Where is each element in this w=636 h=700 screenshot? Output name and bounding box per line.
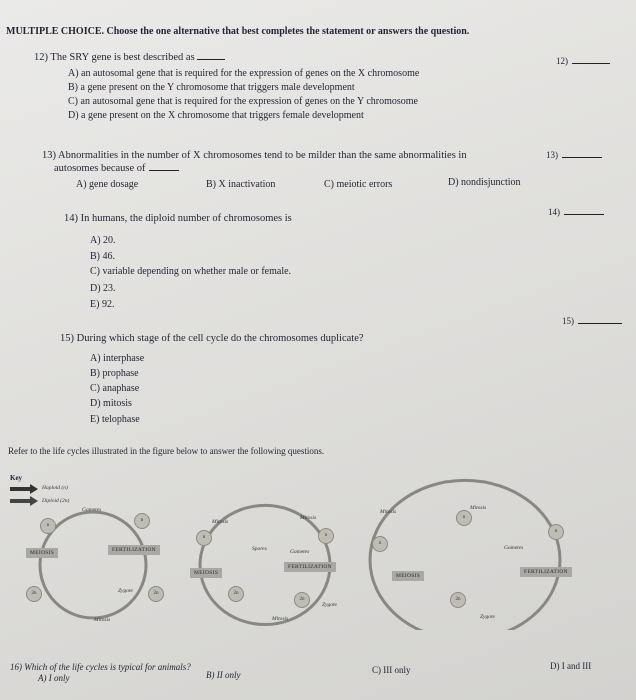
c3-n-cell-left: n [372,536,388,552]
question-14-stem: 14) In humans, the diploid number of chromosomes is [64,213,292,224]
key-haploid-label: Haploid (n) [42,485,68,491]
option-15e[interactable]: E) telophase [90,414,140,425]
c3-meiosis: MEIOSIS [392,571,424,581]
answer-blank-13[interactable]: 13) [546,150,602,160]
c2-mitosis-left: Mitosis [212,519,229,525]
question-12-stem: 12) The SRY gene is best described as [34,52,225,63]
c2-gametes: Gametes [290,549,310,555]
c1-n-cell-right: n [134,513,150,529]
c1-2n-cell-right: 2n [148,586,164,602]
option-14c[interactable]: C) variable depending on whether male or female. [90,266,292,277]
question-15-stem: 15) During which stage of the cell cycle do the chromosomes duplicate? [60,333,364,344]
option-15c[interactable]: C) anaphase [90,383,140,394]
c3-mitosis-right: Mitosis [470,505,487,511]
option-13a[interactable]: A) gene dosage [76,179,139,190]
question-13-stem: 13) Abnormalities in the number of X chromosomes tend to be milder than the same abnormalities in [42,150,467,161]
answer-blank-15[interactable]: 15) [562,316,622,326]
question-16-stem: 16) Which of the life cycles is typical for animals? [10,662,191,672]
option-14e[interactable]: E) 92. [90,299,115,310]
option-12d[interactable]: D) a gene present on the X chromosome that triggers female development [68,110,364,121]
c2-fertilization: FERTILIZATION [284,562,336,572]
option-15a[interactable]: A) interphase [90,353,145,364]
c3-mitosis-left: Mitosis [380,509,397,515]
option-16b[interactable]: B) II only [206,670,241,680]
option-16a[interactable]: A) I only [38,673,70,683]
c2-2n-cell-left: 2n [228,586,244,602]
option-13d[interactable]: D) nondisjunction [448,177,521,188]
c2-2n-cell-right: 2n [294,592,310,608]
c3-n-cell-right: n [548,524,564,540]
c1-fertilization: FERTILIZATION [108,545,160,555]
c3-2n-cell: 2n [450,592,466,608]
option-12c[interactable]: C) an autosomal gene that is required for the expression of genes on the Y chromosome [68,96,418,107]
option-14d[interactable]: D) 23. [90,283,116,294]
c2-meiosis: MEIOSIS [190,568,222,578]
option-12a[interactable]: A) an autosomal gene that is required for the expression of genes on the X chromosome [68,68,420,79]
life-cycles-diagram [0,470,636,630]
c2-mitosis-right: Mitosis [300,515,317,521]
c2-spores: Spores [252,546,267,552]
c2-n-cell-left: n [196,530,212,546]
key-title: Key [10,474,23,482]
option-14b[interactable]: B) 46. [90,251,115,262]
option-15b[interactable]: B) prophase [90,368,139,379]
answer-blank-14[interactable]: 14) [548,207,604,217]
c2-n-cell-right: n [318,528,334,544]
c1-meiosis: MEIOSIS [26,548,58,558]
c3-fertilization: FERTILIZATION [520,567,572,577]
option-16c[interactable]: C) III only [372,665,411,675]
option-14a[interactable]: A) 20. [90,235,116,246]
option-13b[interactable]: B) X inactivation [206,179,276,190]
answer-blank-12[interactable]: 12) [556,56,610,66]
key-diploid-label: Diploid (2n) [42,498,70,504]
c2-mitosis-bottom: Mitosis [272,616,289,622]
option-16d[interactable]: D) I and III [550,661,592,671]
instructions-header: MULTIPLE CHOICE. Choose the one alternative that best completes the statement or answers the question. [6,26,470,37]
c1-mitosis: Mitosis [94,617,111,623]
figure-intro: Refer to the life cycles illustrated in the figure below to answer the following questions. [8,446,325,456]
option-13c[interactable]: C) meiotic errors [324,179,393,190]
c1-2n-cell-left: 2n [26,586,42,602]
c1-zygote: Zygote [118,588,133,594]
option-12b[interactable]: B) a gene present on the Y chromosome that triggers male development [68,82,355,93]
c1-gametes: Gametes [82,507,102,513]
c3-zygote: Zygote [480,614,495,620]
question-13-stem-cont: autosomes because of [54,163,179,174]
c3-gametes: Gametes [504,545,524,551]
c1-n-cell-left: n [40,518,56,534]
c2-zygote: Zygote [322,602,337,608]
c3-n-cell-top: n [456,510,472,526]
option-15d[interactable]: D) mitosis [90,398,132,409]
